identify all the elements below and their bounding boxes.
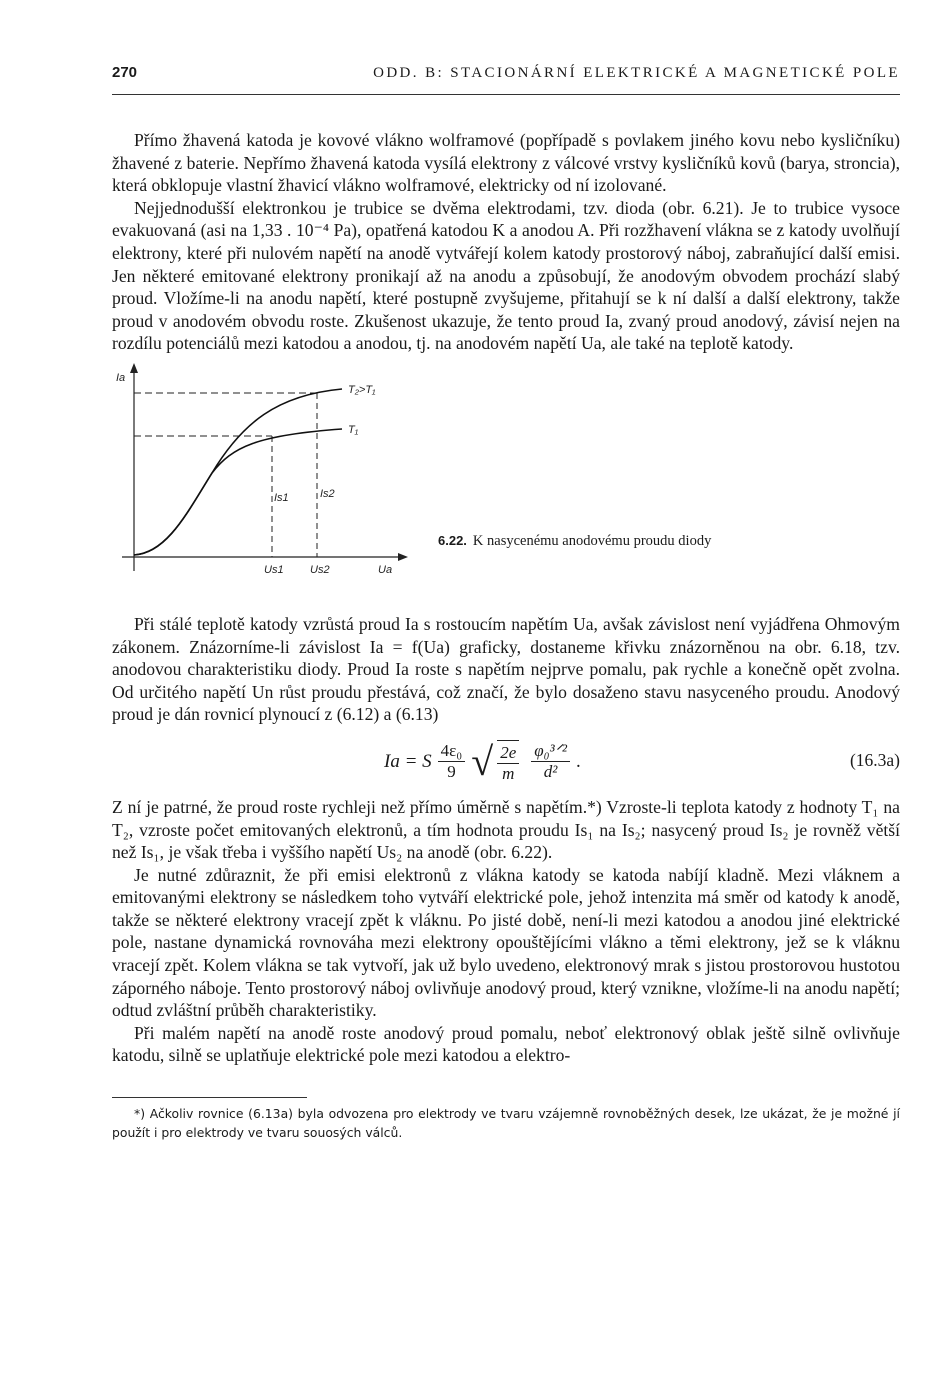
curve-T2-label: T₂>T₁ bbox=[348, 383, 376, 396]
caption-number: 6.22. bbox=[438, 532, 467, 548]
Us1-label: Us1 bbox=[264, 563, 284, 576]
fraction: $\frac{2e}{m}$ bbox=[497, 740, 519, 784]
equation-lhs: Ia = S bbox=[384, 750, 432, 772]
paragraph: Z ní je patrné, že proud roste rychleji než přímo úměrně s napětím.*) Vzroste-li teplota katody z hodnoty T₁ na T₂, vzroste počet emitovaných elektronů, a tím hodnota proudu Is₁ na Is₂; nasycený proud Is₂ je rovněž větší než Is₁, je však třeba i vyššího napětí Us₂ na anodě (obr. 6.22). bbox=[112, 796, 900, 863]
x-axis-arrow bbox=[398, 553, 408, 561]
x-axis-label: Ua bbox=[378, 563, 393, 576]
page bbox=[112, 64, 900, 1154]
paragraph: Při stálé teplotě katody vzrůstá proud Ia s rostoucím napětím Ua, avšak závislost není vyjádřena Ohmovým zákonem. Znázorníme-li závislost Ia = f(Ua) graficky, dostaneme křivku znázorněnou na obr. 6.18, tzv. anodovou charakteristiku diody. Proud Ia roste s napětím nejprve pomalu, pak rychle a konečně opět zvolna. Od určitého napětí Un růst proudu přestává, což značí, že bylo dosaženo stavu nasyceného proudu. Anodový proud je dán rovnicí plynoucí z (6.12) a (6.13) bbox=[112, 613, 900, 725]
footnote-rule bbox=[112, 1097, 307, 1098]
footnote: *) Ačkoliv rovnice (6.13a) byla odvozena pro elektrody ve tvaru vzájemně rovnoběžných desek, lze ukázat, že je možné jí použít i pro elektrody ve tvaru souosých válců. bbox=[112, 1106, 900, 1141]
Is2-label: Is2 bbox=[320, 487, 335, 500]
paragraph: Nejjednodušší elektronkou je trubice se dvěma elektrodami, tzv. dioda (obr. 6.21). Je to trubice vysoce evakuovaná (asi na 1,33 . 10⁻⁴ Pa), opatřená katodou K a anodou A. Při rozžhavení vlákna se z katody uvolňují elektrony, které při nulovém napětí na anodě vytvářejí kolem katody prostorový náboj, zabraňující další emisi. Jen některé emitované elektrony pronikají až na anodu a způsobují, že anodovým obvodem prochází slabý proud. Vložíme-li na anodu napětí, které postupně zvyšujeme, přitahují se k ní další a další elektrony, takže proud v anodovém obvodu roste. Zkušenost ukazuje, že tento proud Ia, zvaný proud anodový, závisí nejen na rozdílu potenciálů mezi katodou a anodou, tj. na anodovém napětí Ua, ale také na teplotě katody. bbox=[112, 197, 900, 354]
diode-saturation-diagram bbox=[112, 363, 422, 593]
y-axis-arrow bbox=[130, 363, 138, 373]
curve-T1-label: T₁ bbox=[348, 423, 359, 436]
sqrt-sign: √ bbox=[471, 738, 494, 784]
Us2-label: Us2 bbox=[310, 563, 330, 576]
y-axis-label: Ia bbox=[116, 371, 126, 384]
section-title: ODD. B: STACIONÁRNÍ ELEKTRICKÉ A MAGNETICKÉ POLE bbox=[373, 65, 900, 81]
page-number: 270 bbox=[112, 64, 138, 81]
paragraph: Při malém napětí na anodě roste anodový proud pomalu, neboť elektronový oblak ještě silně ovlivňuje katodu, silně se uplatňuje elektrické pole mezi katodou a elektro- bbox=[112, 1022, 900, 1066]
paragraph: Přímo žhavená katoda je kovové vlákno wolframové (popřípadě s povlakem jiného kovu nebo kysličníku) žhavené z baterie. Nepřímo žhavená katoda vysílá elektrony z válcové vrstvy kysličníků kovů (barya, stroncia), která obklopuje vlastní žhavicí vlákno wolframové, elektricky od ní izolované. bbox=[112, 130, 900, 196]
running-header bbox=[112, 64, 900, 95]
equation-number: (16.3a) bbox=[849, 749, 900, 770]
curve-T2 bbox=[134, 389, 342, 555]
paragraph: Je nutné zdůraznit, že při emisi elektronů z vlákna katody se katoda nabíjí kladně. Mezi vláknem a emitovanými elektrony se následkem toho vytváří elektrické pole, jehož intenzita má směr od katody k anodě, takže se některé elektrony vracejí zpět k vláknu. Po jisté době, není-li mezi katodou a anodou jiné elektrické pole, nastane dynamická rovnováha mezi elektrony opouštějícími vlákno a těmi elektrony, jež se k vláknu vracejí zpět. Kolem vlákna se tak vytvoří, jak už bylo uvedeno, elektronový mrak s jistou prostorovou hustotou záporného náboje. Tento prostorový náboj ovlivňuje anodový proud, který vznikne, vložíme-li na anodu napětí; odtud zvláštní průběh charakteristiky. bbox=[112, 864, 900, 1021]
fraction: $\frac{\text{4ε₀}}{9}$ bbox=[438, 741, 466, 782]
equation-tail: . bbox=[575, 750, 581, 772]
equation-16-3a bbox=[112, 732, 900, 792]
Is1-label: Is1 bbox=[274, 491, 289, 504]
fraction: $\frac{\text{φ₀³ᐟ²}}{\text{d²}}$ bbox=[531, 741, 570, 782]
caption-text: K nasycenému anodovému proudu diody bbox=[472, 532, 712, 549]
figure-6-22 bbox=[112, 363, 900, 613]
equation-body bbox=[384, 740, 581, 784]
curve-T1 bbox=[134, 429, 342, 555]
figure-caption bbox=[438, 533, 711, 550]
